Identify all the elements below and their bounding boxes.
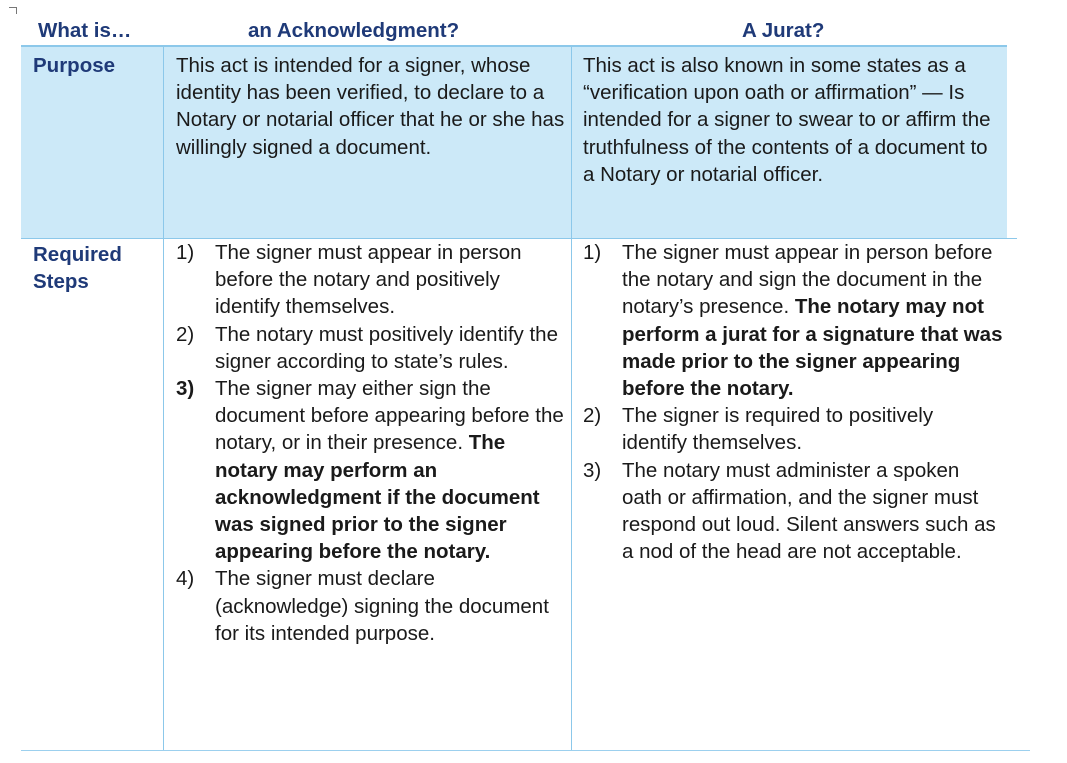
step-number: 2)	[583, 404, 602, 428]
step-text: The notary must positively identify the signer according to state’s rules.	[215, 322, 558, 373]
purpose-jurat-text: This act is also known in some states as a “verification upon oath or affirmation” — Is intended for a signer to swear to or affirm the truthfulness of the contents of a document to a Notary or notarial officer.	[583, 54, 991, 186]
step-number: 2)	[176, 322, 195, 346]
list-item	[176, 565, 568, 647]
list-item	[176, 321, 568, 375]
step-number: 1)	[583, 241, 602, 264]
step-text: The signer is required to positively identify themselves.	[622, 404, 934, 455]
list-item	[176, 239, 568, 321]
step-number: 3)	[583, 458, 602, 482]
step-emphasis-text: The notary may not perform a jurat for a signature that was made prior to the signer appearing before the notary.	[622, 295, 1003, 401]
step-text: The signer may either sign the document before appearing before the notary, or in their presence.	[215, 377, 564, 455]
row-label-required-steps: Required Steps	[33, 243, 122, 293]
step-number: 3)	[176, 377, 195, 401]
header-acknowledgment: an Acknowledgment?	[248, 19, 460, 42]
list-item	[583, 457, 1003, 566]
step-text: The signer must declare (acknowledge) signing the document for its intended purpose.	[215, 567, 549, 645]
header-what-is: What is…	[38, 19, 132, 42]
step-text: The notary must administer a spoken oath or affirmation, and the signer must respond out loud. Silent answers such as a nod of the head are not acceptable.	[622, 458, 996, 564]
step-emphasis-text: The notary may perform an acknowledgment if the document was signed prior to the signer appearing before the notary.	[215, 431, 540, 564]
page-corner-mark	[9, 7, 17, 14]
step-text: The signer must appear in person before the notary and positively identify themselves.	[215, 241, 522, 319]
step-number: 1)	[176, 241, 195, 264]
header-jurat: A Jurat?	[742, 19, 825, 42]
column-divider	[163, 47, 164, 750]
acknowledgment-steps-list	[176, 239, 568, 647]
table-top-rule	[21, 45, 1007, 47]
row-label-purpose: Purpose	[33, 54, 116, 77]
list-item	[176, 375, 568, 565]
purpose-acknowledgment-text: This act is intended for a signer, whose identity has been verified, to declare to a Notary or notarial officer that he or she has willingly signed a document.	[176, 54, 565, 159]
column-divider	[571, 47, 572, 750]
jurat-steps-list	[583, 239, 1003, 565]
step-text: The signer must appear in person before the notary and sign the document in the notary’s presence.	[622, 241, 993, 319]
table-bottom-rule	[21, 750, 1030, 751]
step-number: 4)	[176, 567, 195, 591]
list-item	[583, 402, 1003, 456]
list-item	[583, 239, 1003, 402]
